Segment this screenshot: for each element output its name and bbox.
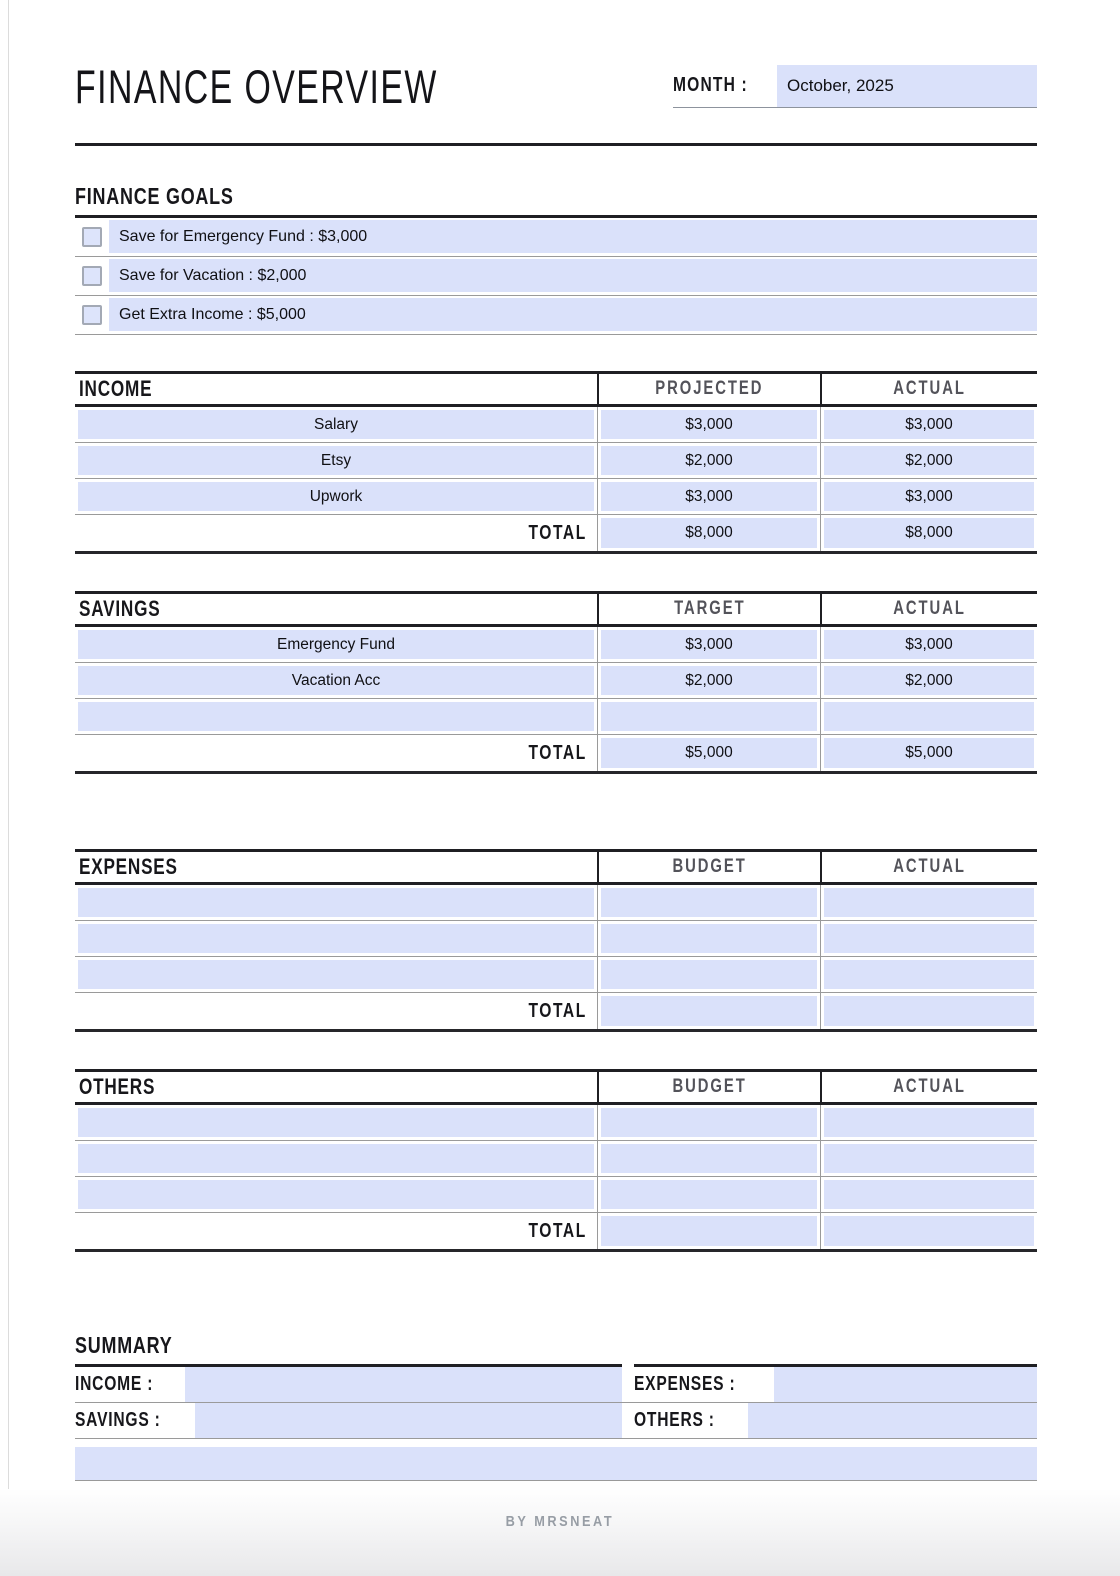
savings-name-cell[interactable]: [78, 702, 594, 731]
others-actual-cell[interactable]: [824, 1144, 1034, 1173]
header: [75, 59, 1037, 113]
total-label: TOTAL: [528, 521, 587, 544]
total-row: [75, 515, 1037, 551]
summary-notes-input[interactable]: [75, 1447, 1037, 1480]
goals-rule: [75, 215, 1037, 218]
page-title: FINANCE OVERVIEW: [75, 59, 438, 113]
savings-actual-cell[interactable]: $3,000: [824, 630, 1034, 659]
table-row: [75, 957, 1037, 993]
savings-actual-cell[interactable]: [824, 702, 1034, 731]
others-table: [75, 1069, 1037, 1252]
savings-total-target[interactable]: $5,000: [601, 738, 817, 768]
actual-column-header: ACTUAL: [893, 1076, 966, 1097]
goal-checkbox[interactable]: [82, 266, 102, 286]
expenses-total-actual[interactable]: [824, 996, 1034, 1026]
income-actual-cell[interactable]: $3,000: [824, 410, 1034, 439]
expenses-actual-cell[interactable]: [824, 924, 1034, 953]
others-total-budget[interactable]: [601, 1216, 817, 1246]
goals-heading: FINANCE GOALS: [75, 183, 234, 209]
table-row: [75, 407, 1037, 443]
savings-actual-cell[interactable]: $2,000: [824, 666, 1034, 695]
expenses-table-header: [75, 849, 1037, 885]
others-actual-cell[interactable]: [824, 1108, 1034, 1137]
others-actual-cell[interactable]: [824, 1180, 1034, 1209]
goal-label[interactable]: Get Extra Income : $5,000: [109, 298, 1037, 331]
goal-checkbox[interactable]: [82, 305, 102, 325]
header-divider: [75, 143, 1037, 146]
table-row: [75, 921, 1037, 957]
summary-section: [75, 1332, 1037, 1481]
expenses-table: [75, 849, 1037, 1032]
income-projected-cell[interactable]: $3,000: [601, 482, 817, 511]
income-total-projected[interactable]: $8,000: [601, 518, 817, 548]
actual-column-header: ACTUAL: [893, 378, 966, 399]
income-actual-cell[interactable]: $3,000: [824, 482, 1034, 511]
summary-expenses-label: EXPENSES :: [634, 1373, 736, 1395]
table-row: [75, 627, 1037, 663]
income-projected-cell[interactable]: $2,000: [601, 446, 817, 475]
expenses-name-cell[interactable]: [78, 888, 594, 917]
divider: [75, 1480, 1037, 1481]
summary-income-input[interactable]: [185, 1367, 622, 1402]
summary-income-label: INCOME :: [75, 1373, 154, 1395]
others-budget-cell[interactable]: [601, 1180, 817, 1209]
expenses-budget-cell[interactable]: [601, 888, 817, 917]
income-table: [75, 371, 1037, 554]
divider: [75, 334, 1037, 335]
summary-others-label: OTHERS :: [634, 1409, 715, 1431]
budget-column-header: BUDGET: [672, 1076, 747, 1097]
expenses-actual-cell[interactable]: [824, 960, 1034, 989]
expenses-name-cell[interactable]: [78, 924, 594, 953]
footer: [0, 1489, 1120, 1576]
table-row: [75, 443, 1037, 479]
income-table-header: [75, 371, 1037, 407]
income-projected-cell[interactable]: $3,000: [601, 410, 817, 439]
savings-total-actual[interactable]: $5,000: [824, 738, 1034, 768]
summary-row: [75, 1403, 1037, 1438]
savings-target-cell[interactable]: $2,000: [601, 666, 817, 695]
finance-goals-section: [75, 183, 1037, 335]
others-budget-cell[interactable]: [601, 1108, 817, 1137]
goal-row: [75, 220, 1037, 253]
expenses-budget-cell[interactable]: [601, 960, 817, 989]
savings-name-cell[interactable]: Vacation Acc: [78, 666, 594, 695]
table-row: [75, 699, 1037, 735]
savings-target-cell[interactable]: [601, 702, 817, 731]
summary-savings-input[interactable]: [195, 1403, 622, 1438]
goal-checkbox[interactable]: [82, 227, 102, 247]
planner-page: [75, 0, 1037, 1481]
income-heading: INCOME: [79, 376, 153, 401]
table-row: [75, 1141, 1037, 1177]
others-total-actual[interactable]: [824, 1216, 1034, 1246]
actual-column-header: ACTUAL: [893, 598, 966, 619]
target-column-header: TARGET: [673, 598, 746, 619]
projected-column-header: PROJECTED: [655, 378, 764, 399]
month-input[interactable]: October, 2025: [777, 65, 1037, 107]
others-table-header: [75, 1069, 1037, 1105]
divider: [75, 295, 1037, 296]
actual-column-header: ACTUAL: [893, 856, 966, 877]
total-label: TOTAL: [528, 999, 587, 1022]
savings-heading: SAVINGS: [79, 596, 161, 621]
footer-credit: BY MRSNEAT: [505, 1513, 615, 1530]
total-label: TOTAL: [528, 1219, 587, 1242]
savings-name-cell[interactable]: Emergency Fund: [78, 630, 594, 659]
others-name-cell[interactable]: [78, 1144, 594, 1173]
others-name-cell[interactable]: [78, 1108, 594, 1137]
total-row: [75, 1213, 1037, 1249]
savings-table: [75, 591, 1037, 774]
table-row: [75, 479, 1037, 515]
page-edge-line: [8, 0, 9, 1576]
summary-savings-label: SAVINGS :: [75, 1409, 161, 1431]
table-row: [75, 1177, 1037, 1213]
goal-row: [75, 298, 1037, 331]
income-actual-cell[interactable]: $2,000: [824, 446, 1034, 475]
expenses-actual-cell[interactable]: [824, 888, 1034, 917]
goal-label[interactable]: Save for Emergency Fund : $3,000: [109, 220, 1037, 253]
income-name-cell[interactable]: Etsy: [78, 446, 594, 475]
total-row: [75, 735, 1037, 771]
month-group: [673, 65, 1037, 108]
table-row: [75, 1105, 1037, 1141]
table-row: [75, 885, 1037, 921]
total-label: TOTAL: [528, 741, 587, 764]
summary-row: [75, 1367, 1037, 1402]
income-name-cell[interactable]: Salary: [78, 410, 594, 439]
others-name-cell[interactable]: [78, 1180, 594, 1209]
summary-heading: SUMMARY: [75, 1332, 173, 1358]
income-name-cell[interactable]: Upwork: [78, 482, 594, 511]
total-row: [75, 993, 1037, 1029]
goal-row: [75, 259, 1037, 292]
expenses-heading: EXPENSES: [79, 854, 178, 879]
divider: [75, 256, 1037, 257]
summary-others-input[interactable]: [748, 1403, 1037, 1438]
others-budget-cell[interactable]: [601, 1144, 817, 1173]
savings-target-cell[interactable]: $3,000: [601, 630, 817, 659]
others-heading: OTHERS: [79, 1074, 156, 1099]
table-row: [75, 663, 1037, 699]
expenses-budget-cell[interactable]: [601, 924, 817, 953]
expenses-name-cell[interactable]: [78, 960, 594, 989]
goal-label[interactable]: Save for Vacation : $2,000: [109, 259, 1037, 292]
budget-column-header: BUDGET: [672, 856, 747, 877]
summary-expenses-input[interactable]: [774, 1367, 1037, 1402]
month-label: MONTH :: [672, 74, 748, 96]
expenses-total-budget[interactable]: [601, 996, 817, 1026]
savings-table-header: [75, 591, 1037, 627]
income-total-actual[interactable]: $8,000: [824, 518, 1034, 548]
